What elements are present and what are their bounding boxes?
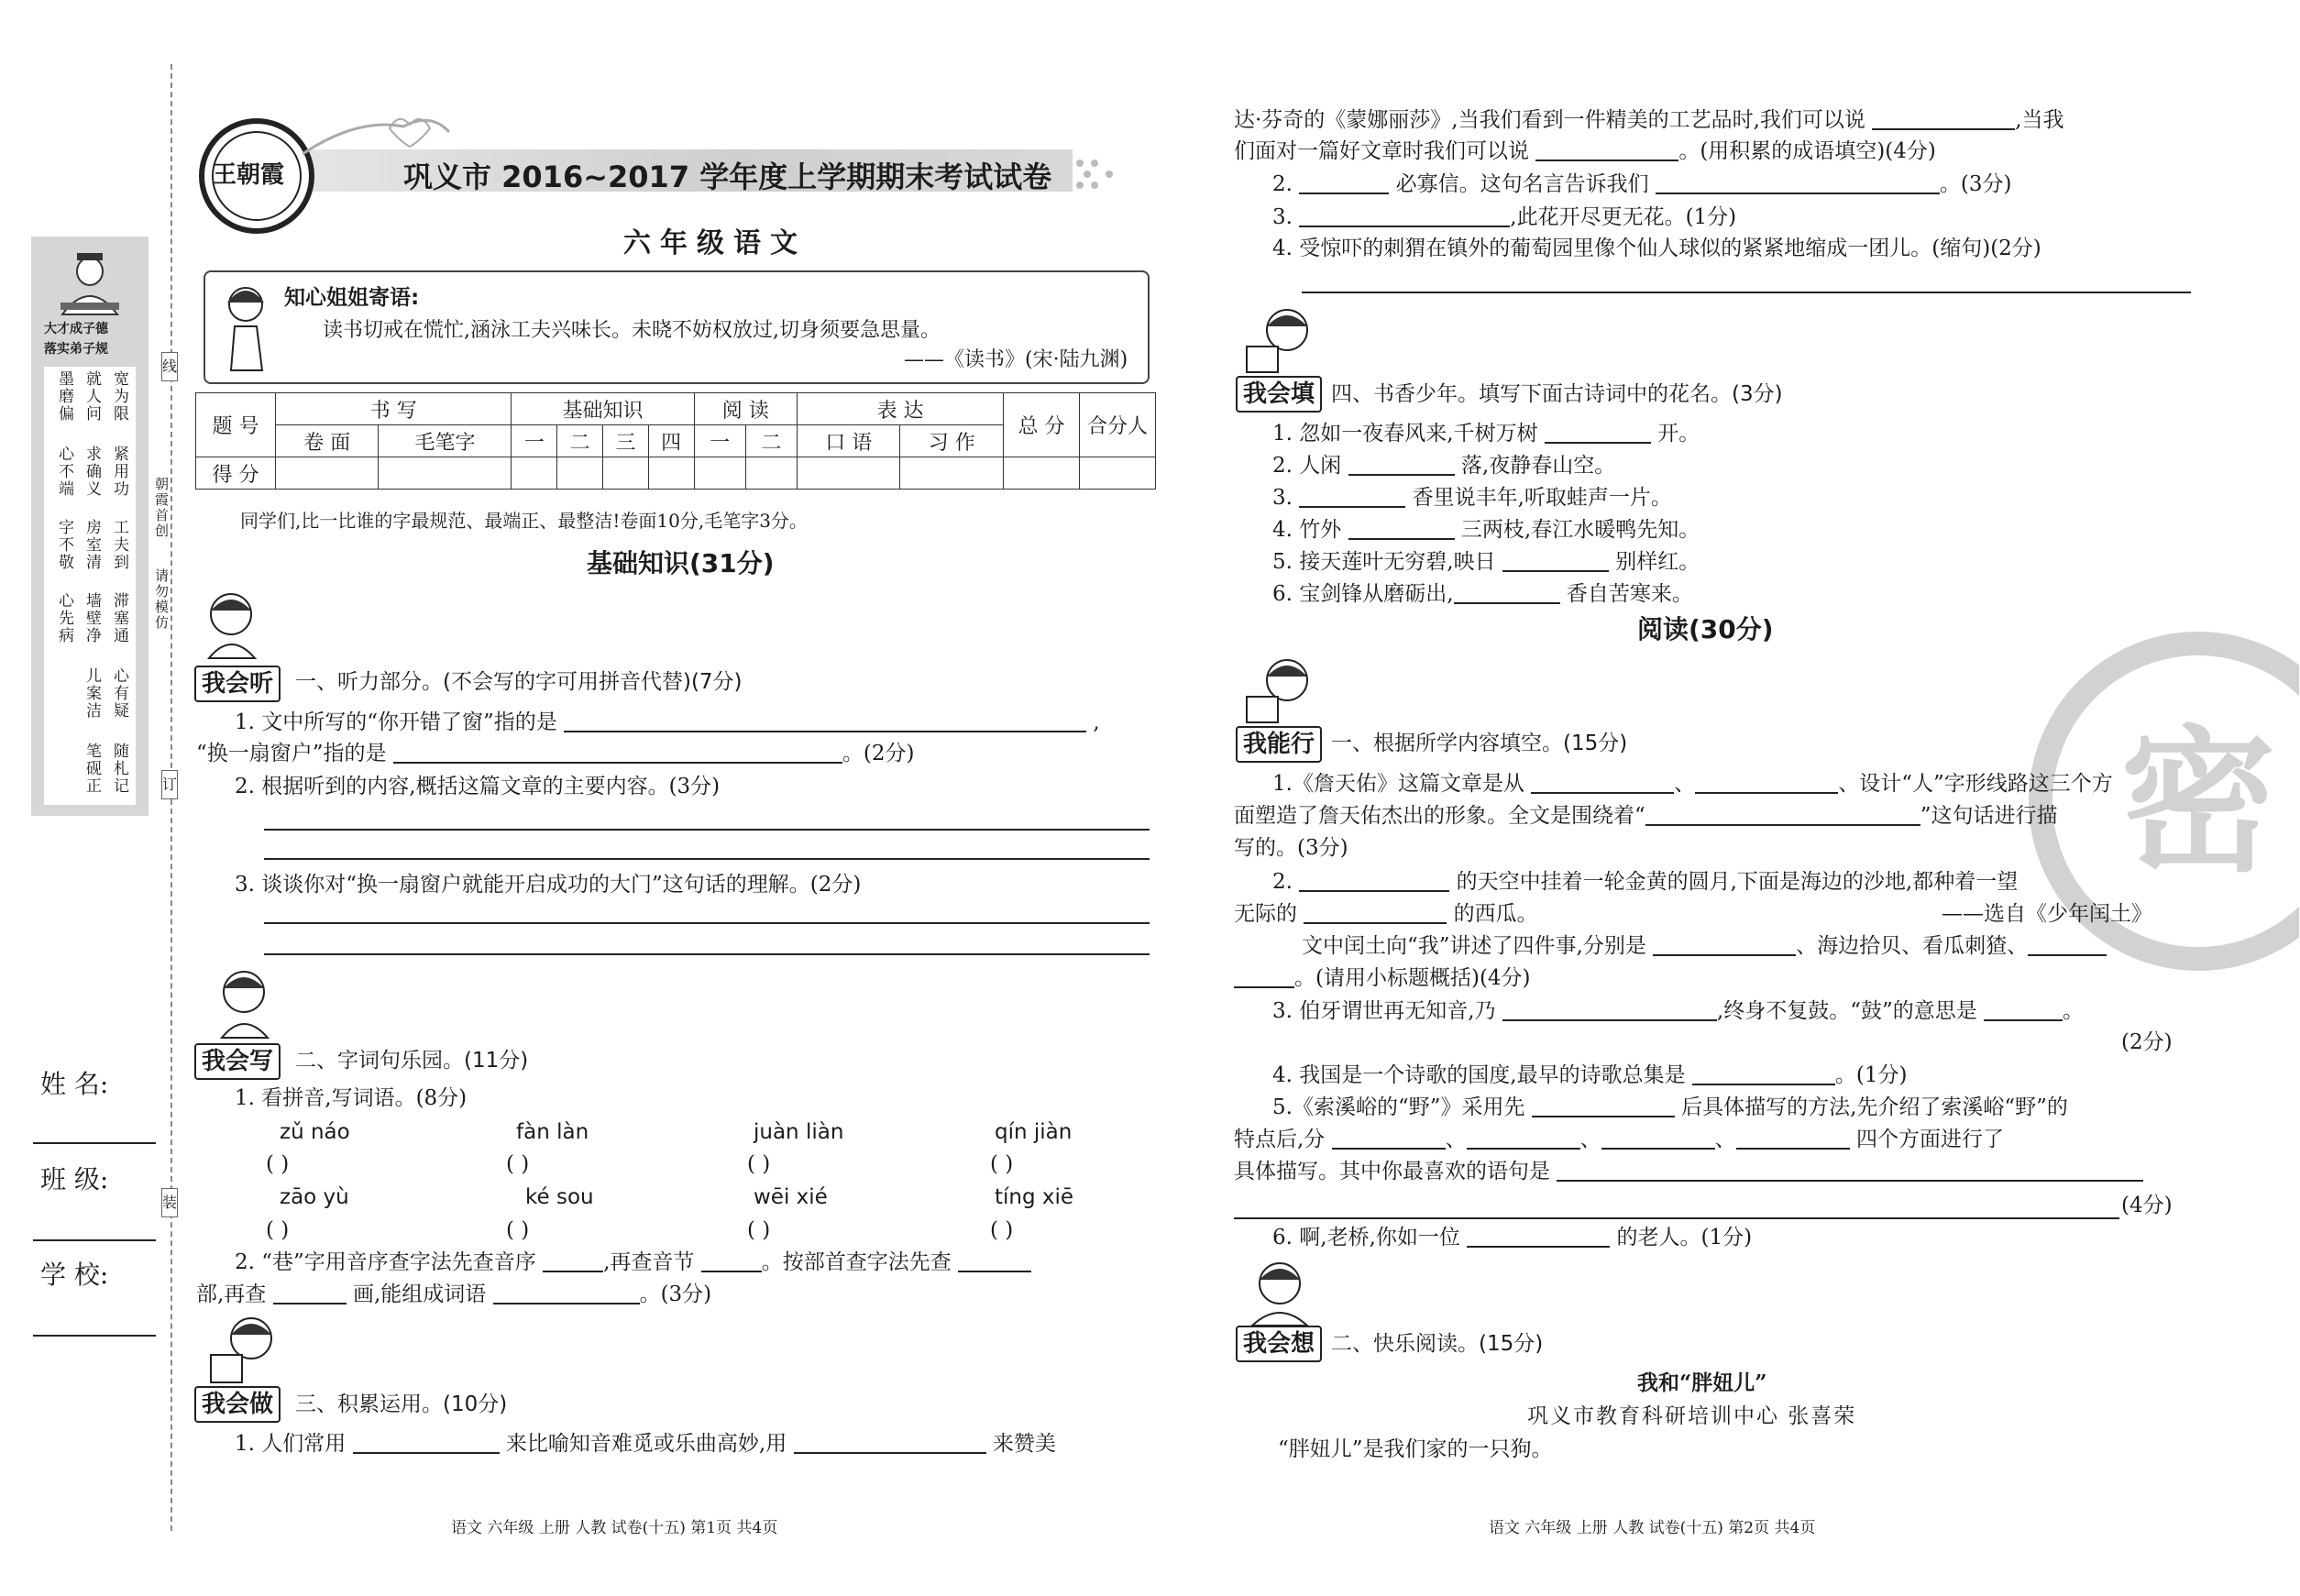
q3a-text: 3. xyxy=(1272,205,1293,229)
listen-q1a-text: 1. 文中所写的“你开错了窗”指的是 xyxy=(235,710,557,734)
motto-line-1: 大才成子德 xyxy=(44,322,108,336)
can-text: 无际的 xyxy=(1234,902,1297,926)
poem-text: 6. 宝剑锋从磨砺出, xyxy=(1272,582,1454,606)
answer-blank[interactable] xyxy=(1467,1128,1580,1150)
handwriting-note: 同学们,比一比谁的字最规范、最端正、最整洁!卷面10分,毛笔字3分。 xyxy=(240,510,808,532)
name-input[interactable] xyxy=(33,1142,156,1144)
cont1b-text: ,当我 xyxy=(2015,108,2064,132)
can-q5-line2 xyxy=(1234,1126,2004,1153)
can-text: 、 xyxy=(1579,1128,1601,1151)
cell-group: 基础知识 xyxy=(512,393,694,425)
motto-line-2: 落实弟子规 xyxy=(44,342,108,357)
answer-blank[interactable] xyxy=(1299,486,1405,508)
do-q1b-text: 来比喻知音难觅或乐曲高妙,用 xyxy=(505,1432,787,1456)
answer-blank[interactable] xyxy=(353,1432,500,1454)
can-text: 3. 伯牙谓世再无知音,乃 xyxy=(1272,999,1496,1023)
cell-label: 题 号 xyxy=(196,393,276,457)
poem-line xyxy=(1272,548,1700,576)
can-q2-source: ——选自《少年闰土》 xyxy=(1942,902,2152,926)
answer-line[interactable] xyxy=(264,953,1150,955)
story-author: 巩义市教育科研培训中心 张喜荣 xyxy=(1527,1404,1857,1428)
rule-col: 就人问 xyxy=(83,370,101,423)
story-title: 我和“胖妞儿” xyxy=(1637,1370,1767,1395)
answer-blank[interactable] xyxy=(1692,1063,1835,1085)
poem-text: 3. xyxy=(1272,486,1293,510)
poem-line xyxy=(1272,516,1700,544)
copyright-stamp: 请勿模仿 xyxy=(153,568,170,631)
can-text: 。(请用小标题概括)(4分) xyxy=(1294,966,1531,990)
cell-sub: 习 作 xyxy=(900,425,1004,457)
answer-paren[interactable]: ( ) xyxy=(747,1152,771,1176)
answer-blank[interactable] xyxy=(1467,1226,1610,1248)
poem-text: 别样红。 xyxy=(1615,550,1700,574)
answer-blank[interactable] xyxy=(1645,804,1920,826)
score-cell[interactable] xyxy=(379,457,512,490)
answer-blank[interactable] xyxy=(1872,108,2015,130)
poem-text: 4. 竹外 xyxy=(1272,518,1342,542)
class-input[interactable] xyxy=(33,1239,156,1241)
class-label: 班 级: xyxy=(40,1164,109,1194)
do-cont-line2 xyxy=(1234,138,1936,165)
answer-blank[interactable] xyxy=(1656,172,1940,194)
can-text: 面塑造了詹天佑杰出的形象。全文是围绕着“ xyxy=(1234,804,1645,828)
cont2a-text: 们面对一篇好文章时我们可以说 xyxy=(1234,139,1529,163)
rule-col: 心先病 xyxy=(55,592,73,644)
can-text: 6. 啊,老桥,你如一位 xyxy=(1272,1226,1460,1249)
answer-blank[interactable] xyxy=(1299,172,1389,194)
rules-panel xyxy=(44,367,136,805)
pinyin: ké sou xyxy=(525,1185,594,1209)
poem-line xyxy=(1272,484,1672,512)
can-text: ,终身不复鼓。“鼓”的意思是 xyxy=(1716,999,1977,1023)
reading-child-icon xyxy=(1241,653,1324,726)
can-text: 具体描写。其中你最喜欢的语句是 xyxy=(1234,1160,1550,1183)
write-q1: 1. 看拼音,写词语。(8分) xyxy=(235,1086,468,1110)
answer-paren[interactable]: ( ) xyxy=(747,1218,771,1242)
answer-paren[interactable]: ( ) xyxy=(506,1218,530,1242)
score-cell[interactable] xyxy=(276,457,379,490)
can-q2-line3 xyxy=(1302,932,2107,960)
do-q4: 4. 受惊吓的刺猬在镇外的葡萄园里像个仙人球似的紧紧地缩成一团儿。(缩句)(2分) xyxy=(1272,237,2041,260)
fill-title: 四、书香少年。填写下面古诗词中的花名。(3分) xyxy=(1331,382,1783,406)
cell-sub: 卷 面 xyxy=(276,425,379,457)
rule-col: 工夫到 xyxy=(110,519,128,571)
score-table xyxy=(195,392,1156,490)
cont2b-text: 。(用积累的成语填空)(4分) xyxy=(1678,139,1936,163)
pinyin: qín jiàn xyxy=(995,1120,1073,1144)
rule-col: 墨磨偏 xyxy=(55,370,73,423)
can-text: 、海边拾贝、看瓜刺猹、 xyxy=(1796,934,2029,958)
story-first-line: “胖妞儿”是我们家的一只狗。 xyxy=(1278,1437,1553,1461)
page-footer-right: 语文 六年级 上册 人教 试卷(十五) 第2页 共4页 xyxy=(1489,1519,1816,1537)
listen-q3: 3. 谈谈你对“换一扇窗户就能开启成功的大门”这句话的理解。(2分) xyxy=(235,873,862,897)
do-q2 xyxy=(1272,171,2011,198)
write-q2b-text: ,再查音节 xyxy=(603,1250,695,1274)
poem-line xyxy=(1272,580,1693,608)
can-text: 的天空中挂着一轮金黄的圆月,下面是海边的沙地,都种着一望 xyxy=(1456,870,2019,894)
score-cell[interactable] xyxy=(745,457,797,490)
cell-total: 总 分 xyxy=(1004,393,1080,457)
poem-text: 三两枝,春江水暖鸭先知。 xyxy=(1460,518,1700,542)
copyright-stamp: 朝霞首创 xyxy=(153,477,170,539)
answer-blank[interactable] xyxy=(1502,550,1609,572)
do-title: 三、积累运用。(10分) xyxy=(295,1392,508,1416)
answer-blank[interactable] xyxy=(1304,902,1447,924)
quote-source: ——《读书》(宋·陆九渊) xyxy=(904,348,1128,371)
rule-col: 心有疑 xyxy=(110,667,128,720)
do-cont-line1 xyxy=(1234,106,2064,134)
pinyin: fàn làn xyxy=(516,1120,589,1144)
answer-line[interactable] xyxy=(264,922,1150,924)
score-cell[interactable] xyxy=(557,457,603,490)
rule-col: 宽为限 xyxy=(110,370,128,423)
cell-sub: 二 xyxy=(557,425,603,457)
can-text: 5.《索溪峪的“野”》采用先 xyxy=(1272,1095,1525,1119)
tag-can: 我能行 xyxy=(1236,726,1322,763)
tag-listen: 我会听 xyxy=(194,666,281,702)
listen-q1a: 1. 文中所写的“你开错了窗”指的是 , xyxy=(235,710,1100,734)
answer-blank[interactable] xyxy=(1695,772,1838,794)
answer-blank[interactable] xyxy=(1299,205,1510,227)
can-q3-score: (2分) xyxy=(2121,1030,2173,1054)
can-text: 1.《詹天佑》这篇文章是从 xyxy=(1272,772,1524,796)
answer-line[interactable] xyxy=(1302,292,2191,293)
score-cell[interactable] xyxy=(648,457,694,490)
can-text: 四个方面进行了 xyxy=(1855,1128,2004,1151)
can-text: 、设计“人”字形线路这三个方 xyxy=(1838,772,2113,796)
q2b-text: 必寡信。这句名言告诉我们 xyxy=(1395,172,1649,196)
answer-paren[interactable]: ( ) xyxy=(990,1218,1014,1242)
answer-blank[interactable] xyxy=(1454,582,1560,604)
can-text: 文中闰土向“我”讲述了四件事,分别是 xyxy=(1302,934,1646,958)
score-cell[interactable] xyxy=(900,457,1004,490)
can-q1-line3: 写的。(3分) xyxy=(1234,836,1348,860)
answer-line[interactable] xyxy=(1234,1217,2119,1219)
pinyin: juàn liàn xyxy=(754,1120,844,1144)
section-reading-title: 阅读(30分) xyxy=(1637,614,1774,644)
cell-group: 表 达 xyxy=(798,393,1004,425)
write-q2c-text: 。按部首查字法先查 xyxy=(761,1250,952,1274)
can-text: 后具体描写的方法,先介绍了索溪峪“野”的 xyxy=(1681,1095,2068,1119)
cell-score-label: 得 分 xyxy=(196,457,276,490)
answer-blank[interactable] xyxy=(1234,966,1294,988)
section-basic-title: 基础知识(31分) xyxy=(587,548,775,578)
listen-q2: 2. 根据听到的内容,概括这篇文章的主要内容。(3分) xyxy=(235,775,721,798)
quote-heading: 知心姐姐寄语: xyxy=(284,286,420,310)
can-text: 2. xyxy=(1272,870,1293,894)
poem-text: 开。 xyxy=(1657,422,1700,446)
cell-sub: 一 xyxy=(512,425,557,457)
can-q5-line1 xyxy=(1272,1094,2068,1121)
can-q3 xyxy=(1272,997,2084,1025)
reading-child-icon xyxy=(205,1313,288,1386)
tag-do: 我会做 xyxy=(194,1386,281,1423)
write-title: 二、字词句乐园。(11分) xyxy=(295,1049,529,1073)
cell-sub: 口 语 xyxy=(798,425,900,457)
logo-text: 王朝霞 xyxy=(213,161,285,189)
answer-blank[interactable] xyxy=(543,1250,603,1272)
answer-blank[interactable] xyxy=(1348,454,1455,476)
score-cell[interactable] xyxy=(1004,457,1080,490)
exam-title: 巩义市 2016~2017 学年度上学期期末考试试卷 xyxy=(403,160,1052,194)
school-label: 学 校: xyxy=(40,1260,109,1290)
answer-blank[interactable] xyxy=(1557,1160,2143,1182)
can-q6 xyxy=(1272,1224,1752,1251)
exam-subtitle: 六年级语文 xyxy=(623,227,807,259)
answer-line[interactable] xyxy=(264,858,1150,860)
listening-child-icon xyxy=(200,587,264,660)
answer-blank[interactable] xyxy=(1653,934,1796,956)
school-input[interactable] xyxy=(33,1335,156,1337)
rule-col: 滞塞通 xyxy=(110,592,128,644)
listen-title: 一、听力部分。(不会写的字可用拼音代替)(7分) xyxy=(295,670,743,694)
listen-q1b-text: “换一扇窗户”指的是 xyxy=(196,742,387,765)
can-text: 。(1分) xyxy=(1834,1063,1908,1087)
answer-blank[interactable] xyxy=(1532,1095,1675,1117)
can-title: 一、根据所学内容填空。(15分) xyxy=(1331,732,1628,755)
q3b-text: ,此花开尽更无花。(1分) xyxy=(1510,205,1737,229)
banner-dots xyxy=(1073,156,1155,193)
can-text: 的西瓜。 xyxy=(1453,902,1538,926)
cut-mark: 装 xyxy=(161,1188,178,1217)
answer-blank[interactable] xyxy=(1535,139,1678,161)
cell-sub: 四 xyxy=(648,425,694,457)
can-text: 、 xyxy=(1445,1128,1467,1151)
answer-blank[interactable] xyxy=(1332,1128,1446,1150)
can-text: 的老人。(1分) xyxy=(1616,1226,1753,1249)
pinyin: zāo yù xyxy=(280,1185,349,1209)
write-q2a-text: 2. “巷”字用音序查字法先查音序 xyxy=(235,1250,536,1274)
answer-blank[interactable] xyxy=(493,1282,640,1304)
write-q2-line2 xyxy=(196,1281,711,1308)
score-cell[interactable] xyxy=(694,457,745,490)
q2c-text: 。(3分) xyxy=(1939,172,2012,196)
answer-paren[interactable]: ( ) xyxy=(266,1218,290,1242)
listen-q1c-text: 。(2分) xyxy=(842,742,915,765)
name-label: 姓 名: xyxy=(40,1069,109,1099)
answer-blank[interactable] xyxy=(273,1282,347,1304)
rule-col: 字不敬 xyxy=(55,519,73,571)
score-cell[interactable] xyxy=(1080,457,1156,490)
poem-text: 1. 忽如一夜春风来,千树万树 xyxy=(1272,422,1538,446)
pinyin: tíng xiē xyxy=(995,1185,1074,1209)
answer-line[interactable] xyxy=(264,829,1150,831)
cell-sub: 二 xyxy=(745,425,797,457)
seal-char: 密 xyxy=(2119,712,2277,894)
cell-sub: 三 xyxy=(602,425,648,457)
answer-blank[interactable] xyxy=(1736,1128,1850,1150)
answer-blank[interactable] xyxy=(1299,870,1449,892)
answer-blank[interactable] xyxy=(393,742,842,764)
cont1a-text: 达·芬奇的《蒙娜丽莎》,当我们看到一件精美的工艺品时,我们可以说 xyxy=(1234,108,1865,132)
poem-text: 2. 人闲 xyxy=(1272,454,1342,478)
tag-write: 我会写 xyxy=(194,1043,281,1080)
q2a-text: 2. xyxy=(1272,172,1293,196)
cell-sub: 毛笔字 xyxy=(379,425,512,457)
answer-blank[interactable] xyxy=(1601,1128,1715,1150)
do-q3 xyxy=(1272,204,1736,231)
can-text: 4. 我国是一个诗歌的国度,最早的诗歌总集是 xyxy=(1272,1063,1686,1087)
answer-blank[interactable] xyxy=(701,1250,762,1272)
can-q2-line4 xyxy=(1234,964,1531,992)
answer-blank[interactable] xyxy=(1984,999,2063,1021)
rule-col: 笔砚正 xyxy=(83,743,101,795)
can-q1-line1 xyxy=(1272,770,2113,798)
write-q2e-text: 画,能组成词语 xyxy=(352,1282,487,1306)
think-title: 二、快乐阅读。(15分) xyxy=(1331,1332,1544,1356)
cut-mark: 线 xyxy=(161,352,178,381)
write-q2f-text: 。(3分) xyxy=(639,1282,712,1306)
answer-paren[interactable]: ( ) xyxy=(990,1152,1014,1176)
poem-text: 落,夜静春山空。 xyxy=(1460,454,1616,478)
pondering-child-icon xyxy=(1243,1254,1316,1327)
do-q1a-text: 1. 人们常用 xyxy=(235,1432,347,1456)
answer-blank[interactable] xyxy=(1502,999,1717,1021)
answer-blank[interactable] xyxy=(1348,518,1455,540)
scholar-illustration xyxy=(44,246,136,319)
can-q1-line2 xyxy=(1234,802,2058,830)
writing-child-icon xyxy=(213,966,277,1040)
can-text: ”这句话进行描 xyxy=(1920,804,2058,828)
answer-blank[interactable] xyxy=(1545,422,1651,444)
answer-paren[interactable]: ( ) xyxy=(266,1152,290,1176)
cut-mark: 订 xyxy=(161,770,178,799)
score-cell[interactable] xyxy=(602,457,648,490)
answer-paren[interactable]: ( ) xyxy=(506,1152,530,1176)
write-q2-line1 xyxy=(235,1249,1031,1276)
write-q2d-text: 部,再查 xyxy=(196,1282,267,1306)
can-q5-score: (4分) xyxy=(2121,1194,2173,1217)
girl-icon xyxy=(215,279,279,374)
answer-blank[interactable] xyxy=(2028,934,2107,956)
tag-think: 我会想 xyxy=(1236,1326,1322,1362)
do-q1 xyxy=(235,1430,1056,1458)
rule-col: 求确义 xyxy=(83,446,101,498)
poem-text: 5. 接天莲叶无穷碧,映日 xyxy=(1272,550,1496,574)
can-text: 。 xyxy=(2063,999,2085,1023)
can-q2-line2 xyxy=(1234,900,1538,928)
rule-col: 房室清 xyxy=(83,519,101,571)
can-text: 、 xyxy=(1674,772,1696,796)
rule-col: 墙壁净 xyxy=(83,592,101,644)
score-cell[interactable] xyxy=(512,457,557,490)
quote-body: 读书切戒在慌忙,涵泳工夫兴味长。未晓不妨权放过,切身须要急思量。 xyxy=(323,319,941,342)
rule-col: 随札记 xyxy=(110,743,128,795)
answer-blank[interactable] xyxy=(794,1432,986,1454)
tag-fill: 我会填 xyxy=(1236,376,1322,413)
cell-group: 阅 读 xyxy=(694,393,797,425)
rule-col: 紧用功 xyxy=(110,446,128,498)
can-text: 特点后,分 xyxy=(1234,1128,1326,1151)
cell-sub: 一 xyxy=(694,425,745,457)
do-q1c-text: 来赞美 xyxy=(992,1432,1056,1456)
can-q4 xyxy=(1272,1062,1907,1089)
pinyin: wēi xié xyxy=(754,1185,828,1209)
poem-text: 香自苦寒来。 xyxy=(1566,582,1693,606)
thinking-child-icon xyxy=(1241,303,1324,376)
poem-line xyxy=(1272,452,1615,479)
can-q5-line3 xyxy=(1234,1158,2143,1185)
can-text: 、 xyxy=(1714,1128,1736,1151)
poem-text: 香里说丰年,听取蛙声一片。 xyxy=(1412,486,1672,510)
listen-q1b xyxy=(196,740,914,767)
score-cell[interactable] xyxy=(798,457,900,490)
rule-col: 儿案洁 xyxy=(83,667,101,720)
answer-blank[interactable] xyxy=(958,1250,1031,1272)
pinyin: zǔ náo xyxy=(280,1120,350,1144)
rule-col: 心不端 xyxy=(55,446,73,498)
answer-blank[interactable] xyxy=(1531,772,1674,794)
page-footer-left: 语文 六年级 上册 人教 试卷(十五) 第1页 共4页 xyxy=(451,1519,778,1537)
can-q2-line1 xyxy=(1272,868,2018,896)
cell-scorer: 合分人 xyxy=(1080,393,1156,457)
answer-blank[interactable] xyxy=(564,710,1086,732)
cell-group: 书 写 xyxy=(276,393,512,425)
poem-line xyxy=(1272,420,1700,447)
